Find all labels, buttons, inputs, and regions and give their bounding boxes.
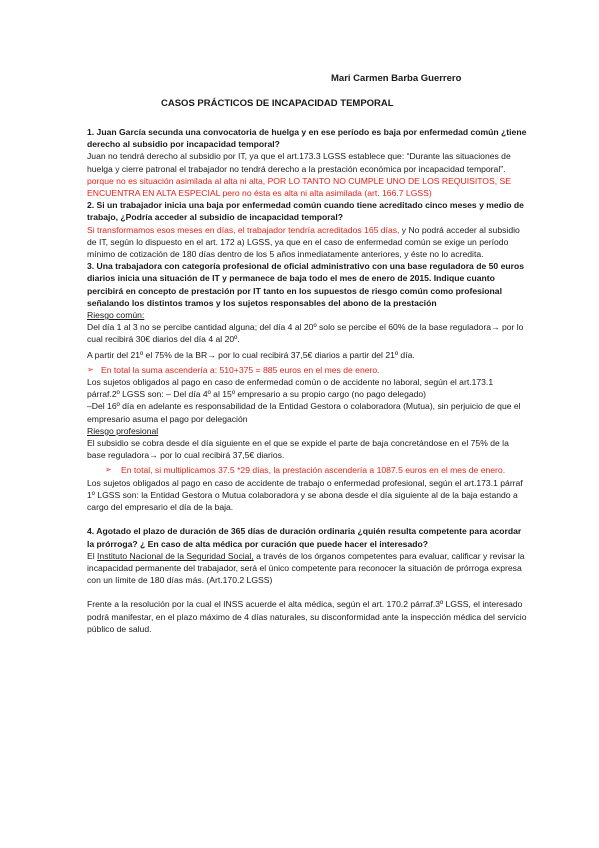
question-4: 4. Agotado el plazo de duración de 365 días de duración ordinaria ¿quién resulta competente para acordar la prórroga? ¿ En caso de alta médica por curación que puede hacer el interesado? bbox=[87, 526, 522, 549]
answer-1-text: Juan no tendrá derecho al subsidio por IT, ya que el art.173.3 LGSS establece que: “Durante las situaciones de huelga y cierre patronal el trabajador no tendrá derecho a la prestación económica por incapacidad temporal”. bbox=[87, 151, 511, 174]
professional-risk-paragraph-1: El subsidio se cobra desde el día siguiente en el que se expide el parte de baja concretándose en el 75% de la base reguladora→ por lo cual recibirá 37,5€ diarios. bbox=[87, 438, 509, 461]
common-risk-total-item bbox=[87, 364, 527, 376]
red-arrowhead-icon: ➢ bbox=[105, 465, 112, 475]
question-1: 1. Juan García secunda una convocatoria de huelga y en ese período es baja por enfermedad común ¿tiene derecho al subsidio por incapacidad temporal? bbox=[87, 127, 527, 150]
answer-2 bbox=[87, 224, 527, 261]
document-title: CASOS PRÁCTICOS DE INCAPACIDAD TEMPORAL bbox=[161, 98, 394, 109]
professional-risk-paragraph-2: Los sujetos obligados al pago en caso de accidente de trabajo o enfermedad profesional, según el art.173.1 párraf 1º LGSS son: la Entidad Gestora o Mutua colaboradora y se abona desde el día siguiente al de la baja estando a cargo del empresario el día de la baja. bbox=[87, 477, 523, 513]
common-risk-heading: Riesgo común: bbox=[87, 310, 145, 321]
professional-risk-total: En total, si multiplicamos 37.5 *29 días, la prestación ascendería a 1087.5 euros en el mes de enero. bbox=[121, 465, 506, 476]
inss-reference: Instituto Nacional de la Seguridad Social, bbox=[97, 550, 254, 561]
answer-4-rest: a través de los órganos competentes para evaluar, calificar y revisar la incapacidad permanente del trabajador, será el único competente para reconocer la situación de prórroga expresa con un límite de 180 días más. (Art.170.2 LGSS) bbox=[87, 550, 525, 586]
author-name: Mari Carmen Barba Guerrero bbox=[331, 73, 462, 84]
answer-4-paragraph-2: Frente a la resolución por la cual el INSS acuerde el alta médica, según el art. 170.2 párraf.3º LGSS, el interesado podrá manifestar, en el plazo máximo de 4 días naturales, su disconformidad ante la inspección médica del servicio público de salud. bbox=[87, 599, 527, 634]
professional-risk-heading: Riesgo profesional bbox=[87, 425, 159, 436]
document-body bbox=[87, 126, 527, 635]
question-2: 2. Si un trabajador inicia una baja por enfermedad común cuando tiene acreditado cinco meses y medio de trabajo, ¿Podría acceder al subsidio de incapacidad temporal? bbox=[87, 200, 524, 223]
red-arrowhead-icon: ➢ bbox=[87, 364, 94, 374]
common-risk-total: En total la suma ascendería a: 510+375 = 885 euros en el mes de enero. bbox=[101, 364, 380, 375]
question-3: 3. Una trabajadora con categoría profesional de oficial administrativo con una base reguladora de 50 euros diarios inicia una situación de IT y permanece de baja todo el mes de enero de 2015. Indique cuanto percibirá en concepto de prestación por IT tanto en los supuestos de riesgo común como profesional señalando los distintos tramos y los sujetos responsables del abono de la prestación bbox=[87, 261, 524, 308]
answer-2-red-text: Si transformamos esos meses en días, el trabajador tendría acreditados 165 días, bbox=[87, 224, 400, 235]
common-risk-paragraph-1: Del día 1 al 3 no se percibe cantidad alguna; del día 4 al 20º solo se percibe el 60% de la base reguladora→ por lo cual recibirá 30€ diarios del día 4 al 20º. bbox=[87, 322, 524, 345]
answer-4-paragraph-1 bbox=[87, 550, 527, 587]
answer-1-red-text: porque no es situación asimilada al alta ni alta, POR LO TANTO NO CUMPLE UNO DE LOS REQUISITOS, SE ENCUENTRA EN ALTA ESPECIAL pero no ésta es alta ni alta asimilada (art. 166.7 LGSS) bbox=[87, 175, 511, 199]
answer-4-prefix: El bbox=[87, 550, 98, 561]
answer-1 bbox=[87, 150, 527, 199]
professional-risk-total-item bbox=[87, 464, 527, 476]
common-risk-paragraph-4: –Del 16º día en adelante es responsabilidad de la Entidad Gestora o colaboradora (Mutua), sin perjuicio de que el empresario asuma el pago por delegación bbox=[87, 401, 521, 424]
common-risk-paragraph-3: Los sujetos obligados al pago en caso de enfermedad común o de accidente no laboral, según el art.173.1 párraf.2º LGSS son: – Del día 4º al 15º empresario a su propio cargo (no pago delegado) bbox=[87, 377, 494, 400]
answer-2-text: y No podrá acceder al subsidio de IT, según lo dispuesto en el art. 172 a) LGSS, ya que en el caso de enfermedad común se exige un período mínimo de cotización de 180 días dentro de los 5 años inmediatamente anteriores, y éste no lo acredita. bbox=[87, 224, 520, 260]
common-risk-paragraph-2: A partir del 21º el 75% de la BR→ por lo cual recibirá 37,5€ diarios a partir del 21º día. bbox=[87, 349, 415, 360]
